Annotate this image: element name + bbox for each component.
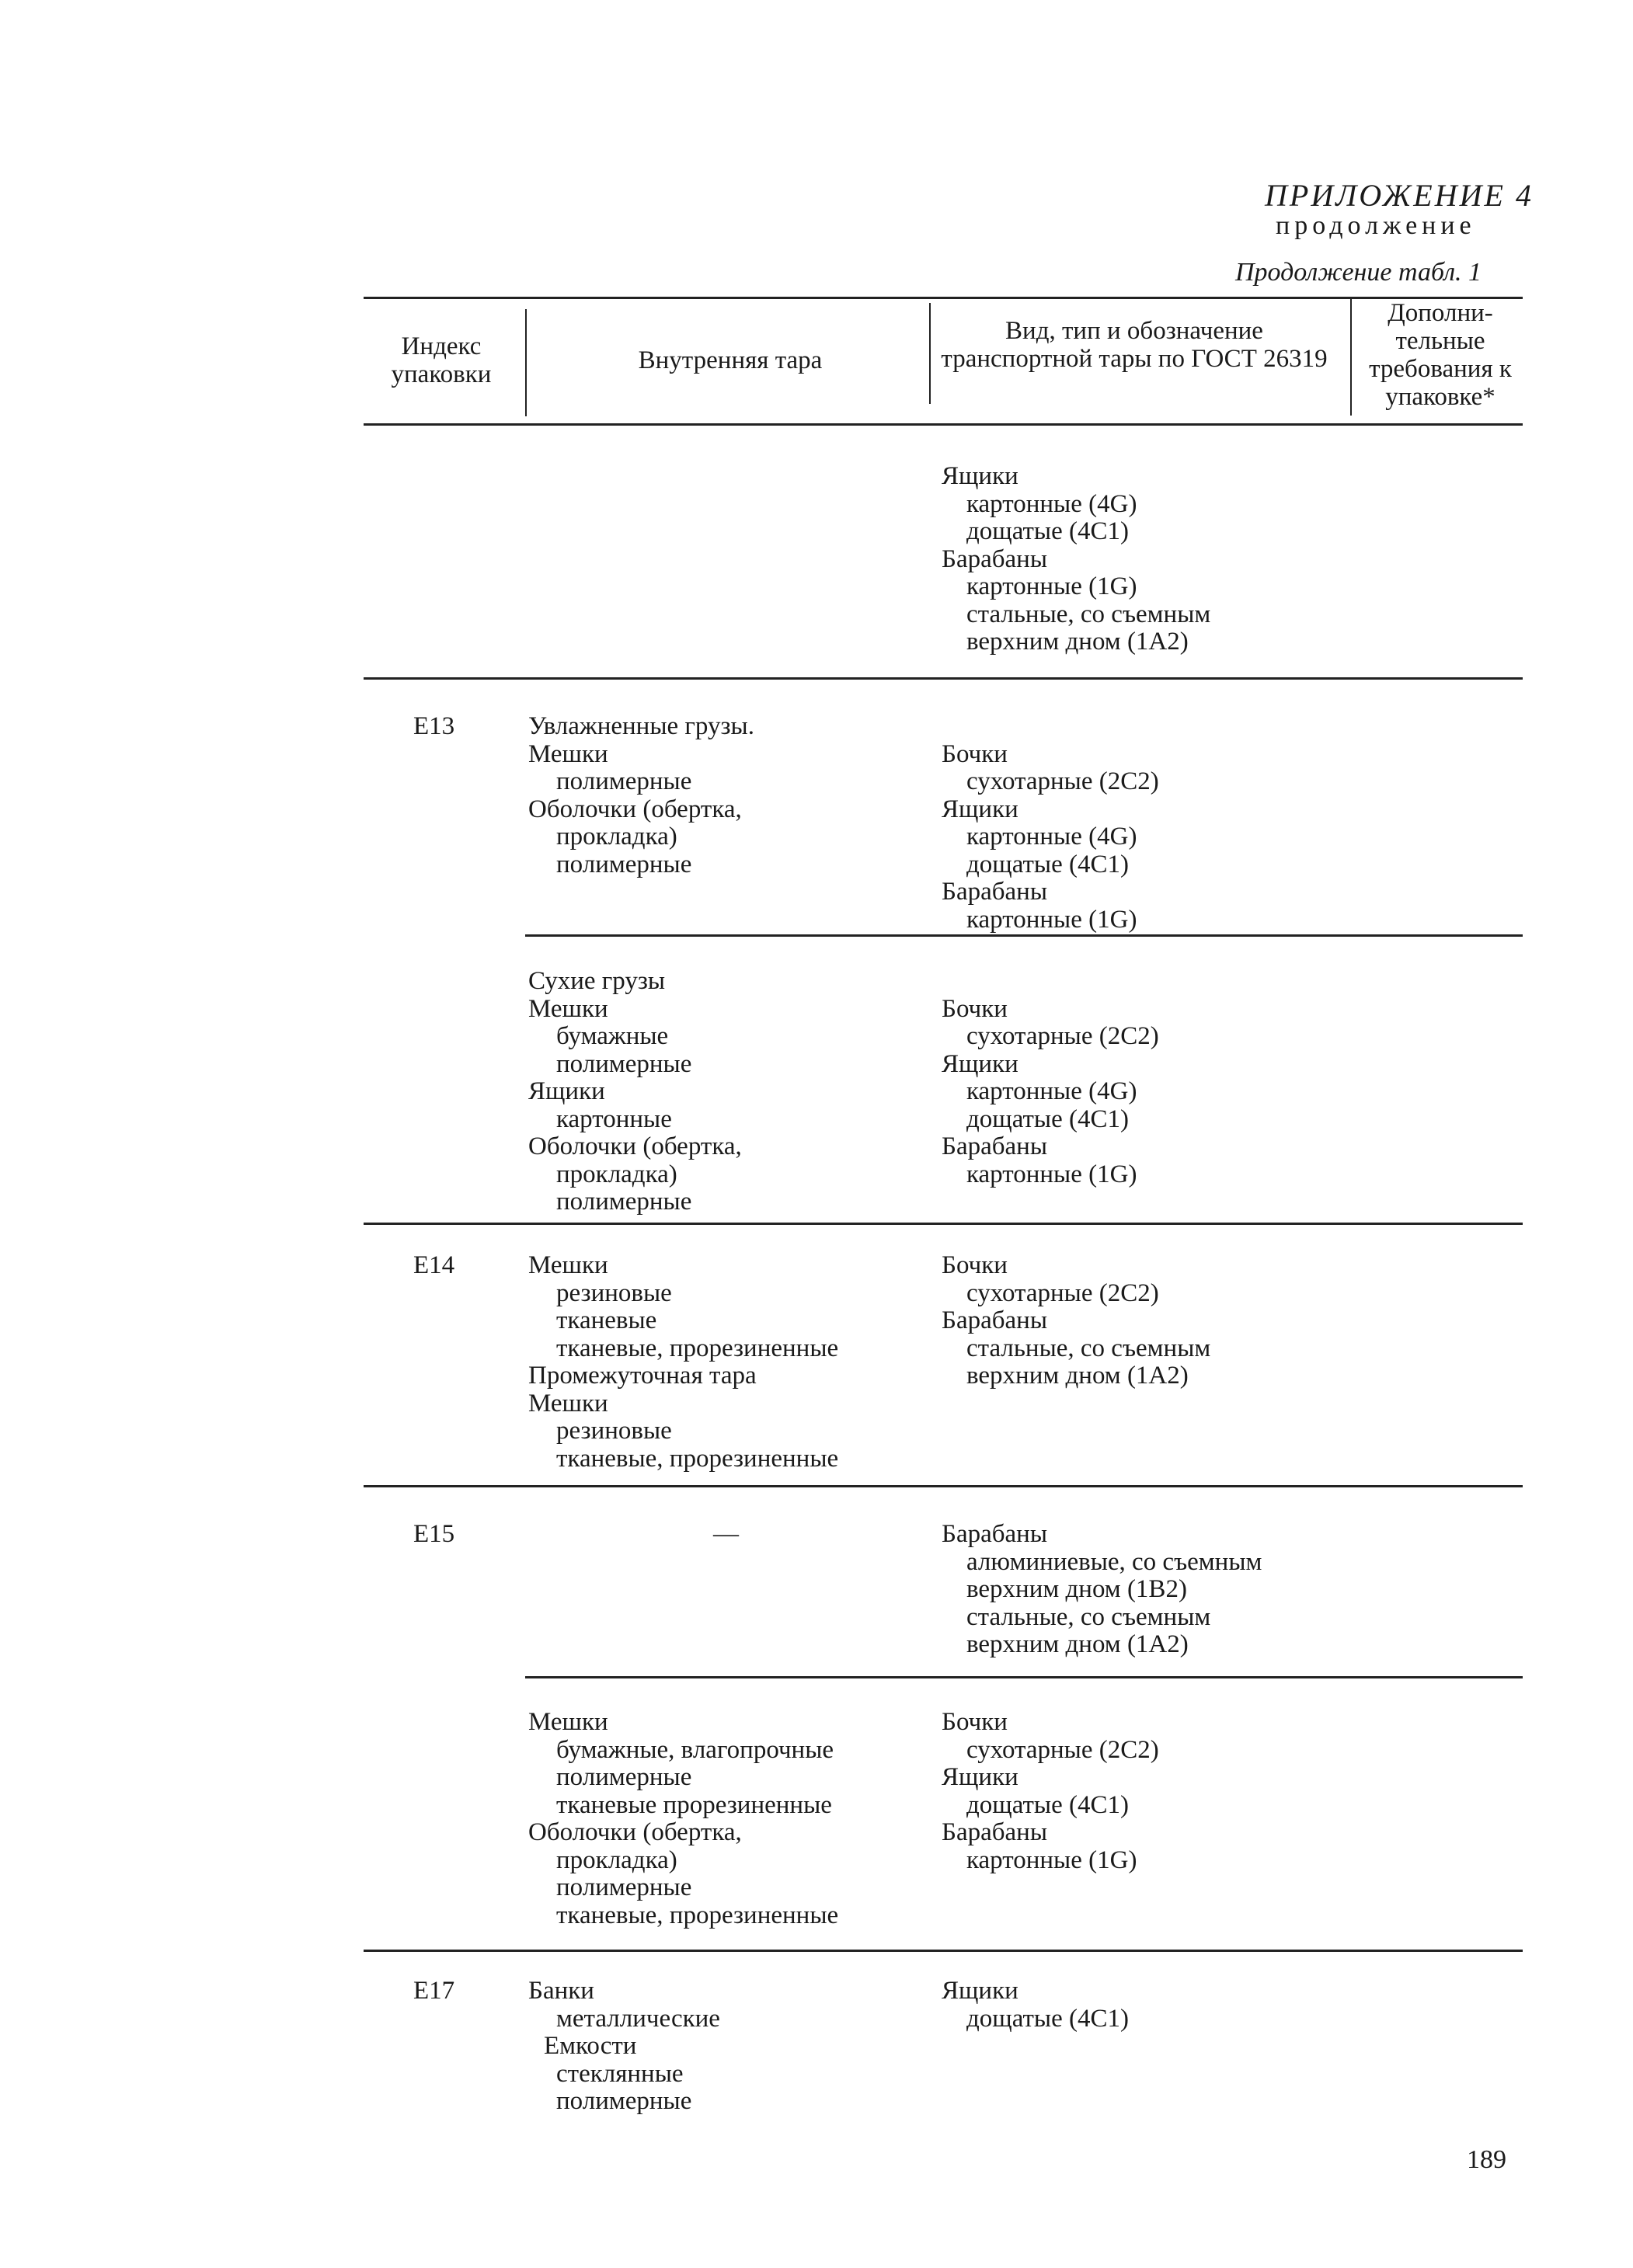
line: Сухие грузы [528, 967, 666, 995]
line: дощатые (4С1) [966, 517, 1129, 545]
transport-cell-5 [942, 1709, 1159, 1874]
col-header-index: Индекс упаковки [391, 332, 492, 388]
page-number: 189 [1467, 2145, 1506, 2174]
line: Ящики [942, 1977, 1018, 2005]
transport-cell-2 [942, 968, 1159, 1188]
line [942, 713, 1159, 741]
transport-cell-3 [942, 1252, 1210, 1390]
line: металлические [556, 2004, 720, 2033]
col-header-extra: Дополни- тельные требования к упаковке* [1369, 299, 1512, 411]
line: бумажные, влагопрочные [556, 1735, 834, 1764]
appendix-title: ПРИЛОЖЕНИЕ 4 [1265, 178, 1534, 213]
line: дощатые (4С1) [966, 1104, 1129, 1133]
line: Оболочки (обертка, [528, 1132, 742, 1160]
line: верхним дном (1В2) [966, 1575, 1187, 1603]
line: Барабаны [942, 878, 1048, 906]
line: Промежуточная тара [528, 1362, 757, 1390]
line: картонные (1G) [966, 572, 1137, 600]
line: верхним дном (1А2) [966, 1362, 1189, 1390]
line: Емкости [544, 2032, 637, 2060]
col-divider-3 [1350, 299, 1352, 416]
row-rule [364, 677, 1523, 680]
index-cell-E13: Е13 [413, 712, 455, 740]
line: сухотарные (2С2) [966, 767, 1159, 795]
col-header-transport: Вид, тип и обозначение транспортной тары по ГОСТ 26319 [941, 317, 1328, 373]
line: Ящики [528, 1077, 605, 1105]
line: Барабаны [942, 1818, 1048, 1846]
row-rule [364, 1485, 1523, 1487]
inner-cell-6 [528, 1978, 720, 2116]
line: сухотарные (2С2) [966, 1735, 1159, 1764]
col-divider-2 [929, 303, 931, 404]
line: полимерные [556, 767, 692, 795]
line: дощатые (4С1) [966, 1790, 1129, 1819]
index-cell-E17: Е17 [413, 1977, 455, 2005]
sub-row-rule [525, 1676, 1523, 1678]
line: полимерные [556, 1049, 692, 1078]
line: Оболочки (обертка, [528, 1818, 742, 1846]
header-bottom-rule [364, 423, 1523, 426]
line: Барабаны [942, 1132, 1048, 1160]
line: Бочки [942, 739, 1008, 768]
line: Увлажненные грузы. [528, 712, 754, 740]
line [942, 968, 1159, 996]
sub-row-rule [525, 934, 1523, 937]
line: Ящики [942, 1763, 1018, 1791]
row-rule [364, 1223, 1523, 1225]
line: резиновые [556, 1417, 672, 1445]
inner-cell-2 [528, 968, 742, 1216]
line: дощатые (4С1) [966, 850, 1129, 878]
transport-cell-4 [942, 1521, 1262, 1659]
line: картонные [556, 1104, 672, 1133]
inner-cell-1 [528, 713, 754, 878]
line: Оболочки (обертка, [528, 795, 742, 823]
line: верхним дном (1А2) [966, 1630, 1189, 1658]
index-cell-E15: Е15 [413, 1520, 455, 1548]
line: алюминиевые, со съемным [966, 1547, 1262, 1576]
line: картонные (1G) [966, 905, 1137, 934]
line: полимерные [556, 850, 692, 878]
col-divider-1 [525, 309, 527, 416]
line: тканевые, прорезиненные [556, 1444, 839, 1473]
line: тканевые [556, 1306, 657, 1334]
table-top-rule [364, 297, 1523, 299]
line: картонные (1G) [966, 1845, 1137, 1874]
line: Барабаны [942, 1520, 1048, 1548]
line: тканевые прорезиненные [556, 1790, 832, 1819]
line: Бочки [942, 994, 1008, 1023]
line: Мешки [528, 994, 608, 1023]
line: Банки [528, 1977, 594, 2005]
line: Ящики [942, 462, 1018, 490]
index-cell-E14: Е14 [413, 1251, 455, 1279]
line: полимерные [556, 2087, 692, 2115]
line: картонные (4G) [966, 1077, 1137, 1105]
line: Мешки [528, 739, 608, 768]
line: резиновые [556, 1278, 672, 1307]
line: картонные (4G) [966, 489, 1137, 518]
line: Барабаны [942, 1306, 1048, 1334]
line: Мешки [528, 1389, 608, 1418]
line: тканевые, прорезиненные [556, 1334, 839, 1362]
inner-dash: — [713, 1520, 739, 1548]
line: верхним дном (1А2) [966, 628, 1189, 656]
inner-cell-3 [528, 1252, 838, 1473]
line: сухотарные (2С2) [966, 1022, 1159, 1050]
line: Ящики [942, 795, 1018, 823]
line: Бочки [942, 1708, 1008, 1736]
line: стальные, со съемным [966, 1602, 1211, 1631]
inner-cell-5 [528, 1709, 838, 1929]
line: Бочки [942, 1251, 1008, 1279]
line: тканевые, прорезиненные [556, 1901, 839, 1929]
row-rule [364, 1950, 1523, 1952]
transport-cell-1 [942, 713, 1159, 934]
table-continuation: Продолжение табл. 1 [1235, 258, 1482, 287]
line: картонные (1G) [966, 1160, 1137, 1188]
line: полимерные [556, 1873, 692, 1901]
line: стеклянные [556, 2059, 684, 2088]
transport-cell-0 [942, 463, 1210, 656]
line: стальные, со съемным [966, 600, 1211, 628]
transport-cell-6 [942, 1978, 1129, 2033]
line: прокладка) [556, 1160, 677, 1188]
col-header-inner: Внутренняя тара [638, 346, 823, 374]
line: бумажные [556, 1022, 669, 1050]
line: стальные, со съемным [966, 1334, 1211, 1362]
line: Барабаны [942, 544, 1048, 573]
line: прокладка) [556, 1845, 677, 1874]
line: Ящики [942, 1049, 1018, 1078]
line: Мешки [528, 1708, 608, 1736]
line: полимерные [556, 1188, 692, 1216]
appendix-continuation: продолжение [1276, 211, 1476, 240]
line: полимерные [556, 1763, 692, 1791]
line: дощатые (4С1) [966, 2004, 1129, 2033]
line: Мешки [528, 1251, 608, 1279]
line: прокладка) [556, 823, 677, 850]
line: картонные (4G) [966, 823, 1137, 850]
line: сухотарные (2С2) [966, 1278, 1159, 1307]
